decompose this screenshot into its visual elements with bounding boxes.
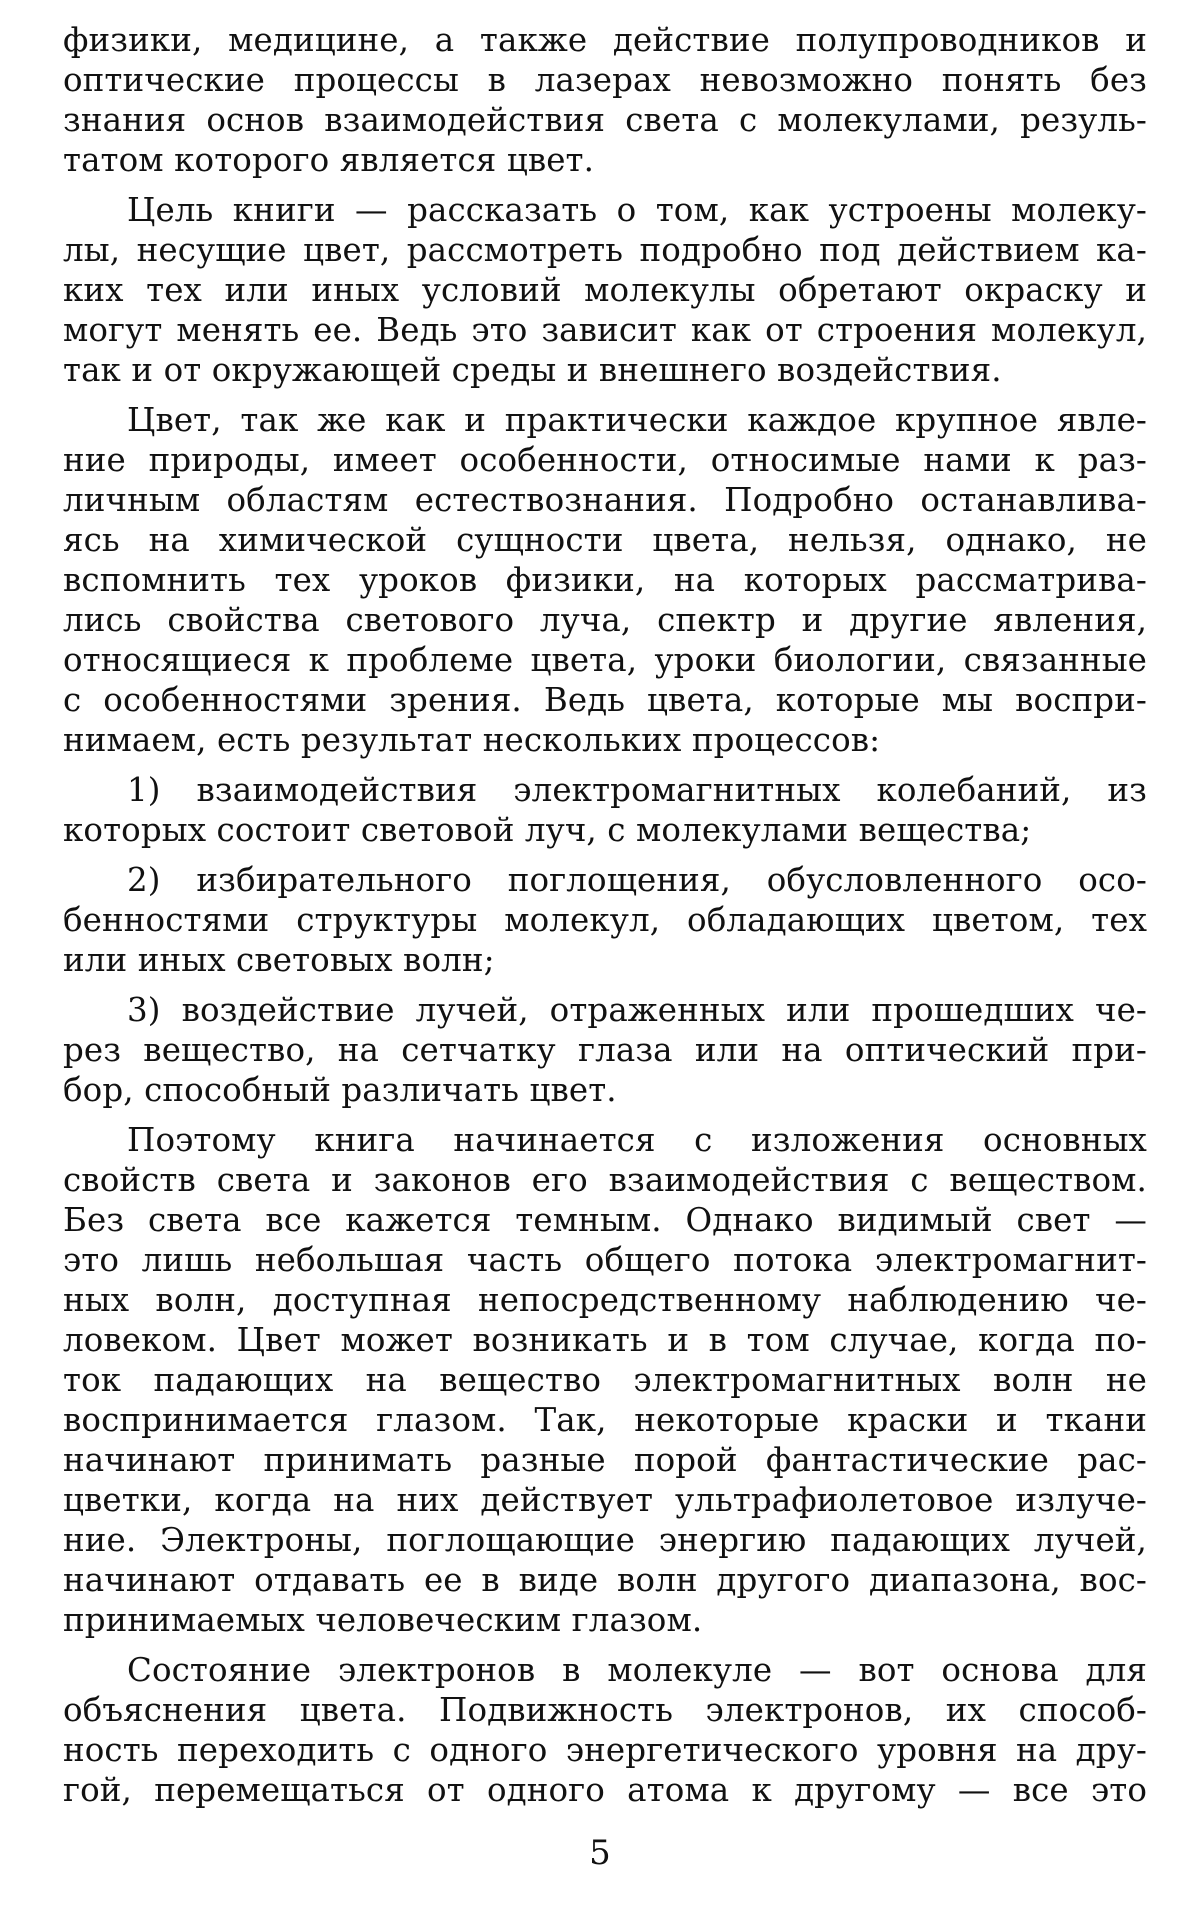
text-line: цветки, когда на них действует ультрафиолетовое излуче- (63, 1481, 1147, 1519)
text-line: знания основ взаимодействия света с молекулами, резуль- (63, 101, 1147, 139)
list-item-line: 1) взаимодействия электромагнитных колебаний, из (127, 771, 1147, 809)
text-line: ясь на химической сущности цвета, нельзя, однако, не (63, 521, 1147, 559)
text-line: ние. Электроны, поглощающие энергию падающих лучей, (63, 1521, 1147, 1559)
text-line: вспомнить тех уроков физики, на которых рассматрива- (63, 561, 1147, 599)
text-line: ловеком. Цвет может возникать и в том случае, когда по- (63, 1321, 1147, 1359)
list-item-line: которых состоит световой луч, с молекулами вещества; (63, 811, 1032, 849)
text-line: Состояние электронов в молекуле — вот основа для (127, 1651, 1147, 1689)
list-item-line: бенностями структуры молекул, обладающих цветом, тех (63, 901, 1147, 939)
text-line: Без света все кажется темным. Однако видимый свет — (63, 1201, 1147, 1239)
text-line: с особенностями зрения. Ведь цвета, которые мы воспри- (63, 681, 1147, 719)
text-line: татом которого является цвет. (63, 141, 595, 179)
text-line: оптические процессы в лазерах невозможно понять без (63, 61, 1147, 99)
text-line: лы, несущие цвет, рассмотреть подробно под действием ка- (63, 231, 1147, 269)
text-line: ние природы, имеет особенности, относимые нами к раз- (63, 441, 1147, 479)
text-line: могут менять ее. Ведь это зависит как от строения молекул, (63, 311, 1147, 349)
text-line: гой, перемещаться от одного атома к другому — все это (63, 1771, 1147, 1809)
list-item-line: 2) избирательного поглощения, обусловленного осо- (127, 861, 1147, 899)
text-line: ных волн, доступная непосредственному наблюдению че- (63, 1281, 1147, 1319)
text-line: ких тех или иных условий молекулы обретают окраску и (63, 271, 1147, 309)
text-line: начинают принимать разные порой фантастические рас- (63, 1441, 1147, 1479)
list-item-line: 3) воздействие лучей, отраженных или прошедших че- (127, 991, 1147, 1029)
text-line: начинают отдавать ее в виде волн другого диапазона, вос- (63, 1561, 1147, 1599)
text-line: это лишь небольшая часть общего потока электромагнит- (63, 1241, 1147, 1279)
text-line: так и от окружающей среды и внешнего воздействия. (63, 351, 1002, 389)
text-line: физики, медицине, а также действие полупроводников и (63, 21, 1147, 59)
text-line: свойств света и законов его взаимодействия с веществом. (63, 1161, 1147, 1199)
list-item-line: бор, способный различать цвет. (63, 1071, 617, 1109)
text-line: Цвет, так же как и практически каждое крупное явле- (127, 401, 1147, 439)
text-line: воспринимается глазом. Так, некоторые краски и ткани (63, 1401, 1147, 1439)
text-line: ток падающих на вещество электромагнитных волн не (63, 1361, 1147, 1399)
text-line: личным областям естествознания. Подробно останавлива- (63, 481, 1147, 519)
text-line: относящиеся к проблеме цвета, уроки биологии, связанные (63, 641, 1147, 679)
text-line: объяснения цвета. Подвижность электронов, их способ- (63, 1691, 1147, 1729)
text-line: Поэтому книга начинается с изложения основных (127, 1121, 1147, 1159)
text-line: нимаем, есть результат нескольких процессов: (63, 721, 881, 759)
page-number: 5 (589, 1833, 611, 1873)
text-line: лись свойства светового луча, спектр и другие явления, (63, 601, 1147, 639)
text-line: ность переходить с одного энергетического уровня на дру- (63, 1731, 1147, 1769)
list-item-line: рез вещество, на сетчатку глаза или на оптический при- (63, 1031, 1147, 1069)
text-line: принимаемых человеческим глазом. (63, 1601, 703, 1639)
text-line: Цель книги — рассказать о том, как устроены молеку- (127, 191, 1147, 229)
list-item-line: или иных световых волн; (63, 941, 495, 979)
